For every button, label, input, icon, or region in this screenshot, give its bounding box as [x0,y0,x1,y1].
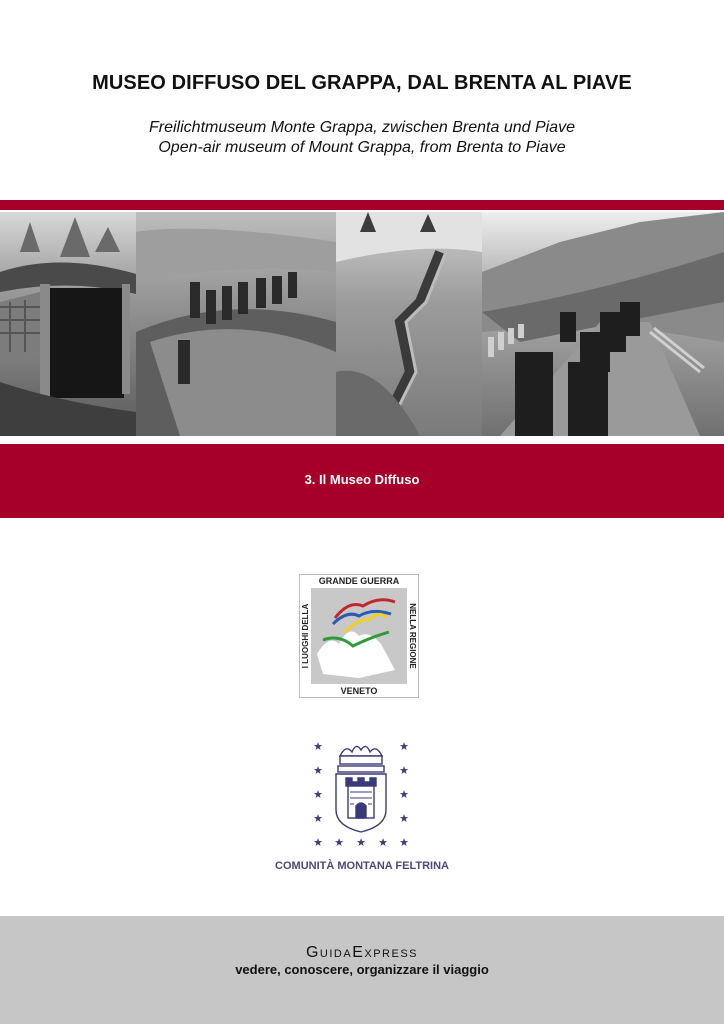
svg-text:★: ★ [313,813,323,825]
brand-e: E [352,944,365,961]
accent-stripe [0,200,724,210]
svg-text:★: ★ [313,765,323,777]
svg-text:★: ★ [313,789,323,801]
guidaexpress-brand [0,944,724,962]
photo-trench-soldiers [136,212,336,436]
footer-tagline: vedere, conoscere, organizzare il viaggio [235,962,489,977]
svg-text:★: ★ [334,837,344,849]
logo-text-left: I LUOGHI DELLA [301,603,310,669]
svg-text:★: ★ [399,741,409,753]
svg-text:★: ★ [313,741,323,753]
section-band [0,444,724,518]
svg-text:★: ★ [313,837,323,849]
svg-text:★: ★ [399,813,409,825]
historic-photo-strip [0,212,724,436]
brand-g: G [305,944,320,961]
crest-shield-icon [336,746,386,832]
svg-text:★: ★ [399,837,409,849]
subtitle-english: Open-air museum of Mount Grappa, from Brenta to Piave [158,139,566,156]
svg-text:★: ★ [399,765,409,777]
logo-text-bottom: VENETO [340,686,378,696]
logo-text-right: NELLA REGIONE [408,603,417,669]
comunita-crest [306,736,416,852]
photo-mountain-road [482,212,724,436]
svg-text:★: ★ [399,789,409,801]
grande-guerra-logo [299,574,419,698]
logo-text-top: GRANDE GUERRA [318,576,400,586]
page-title: MUSEO DIFFUSO DEL GRAPPA, DAL BRENTA AL PIAVE [92,72,632,94]
svg-text:★: ★ [378,837,388,849]
subtitle-german: Freilichtmuseum Monte Grappa, zwischen Brenta und Piave [149,119,575,136]
photo-bunker [0,212,136,436]
photo-zigzag-trench [336,212,482,436]
svg-text:★: ★ [356,837,366,849]
crest-caption: COMUNITÀ MONTANA FELTRINA [275,860,449,872]
section-title: 3. Il Museo Diffuso [304,472,420,487]
brand-xpress: xpress [364,944,419,961]
brand-uida: uida [319,944,353,961]
footer-band [0,916,724,1024]
